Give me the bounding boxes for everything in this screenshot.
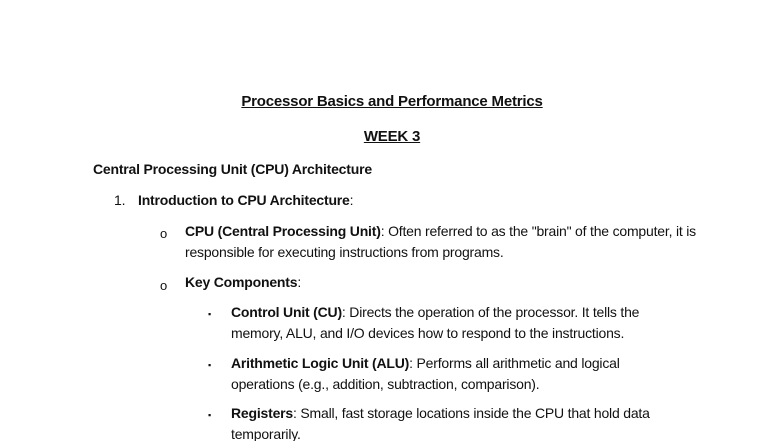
term-registers: Registers xyxy=(231,405,294,421)
list-item-alu xyxy=(231,353,681,395)
numbered-item-1 xyxy=(114,192,353,208)
list-item-control-unit xyxy=(231,302,681,344)
list-item-key-components xyxy=(185,272,705,293)
document-title: Processor Basics and Performance Metrics xyxy=(241,93,543,110)
term-alu: Arithmetic Logic Unit (ALU) xyxy=(231,355,410,371)
desc-key-components: : xyxy=(297,274,302,290)
item-label: Introduction to CPU Architecture xyxy=(138,192,350,208)
desc-registers: : Small, fast storage locations inside the CPU that hold data temporarily. xyxy=(231,405,650,441)
desc-alu: : Performs all arithmetic and logical operations (e.g., addition, subtraction, comparison). xyxy=(231,355,620,392)
square-bullet-icon: ▪ xyxy=(208,410,212,420)
square-bullet-icon: ▪ xyxy=(208,360,212,370)
list-item-registers xyxy=(231,403,681,441)
item-number: 1. xyxy=(114,192,126,208)
desc-cpu: : Often referred to as the "brain" of the computer, it is responsible for executing instructions from programs. xyxy=(185,223,696,260)
item-suffix: : xyxy=(349,192,354,208)
list-item-cpu xyxy=(185,221,705,263)
term-cpu: CPU (Central Processing Unit) xyxy=(185,223,381,239)
circle-bullet-icon: o xyxy=(160,226,168,241)
term-control-unit: Control Unit (CU) xyxy=(231,304,342,320)
term-key-components: Key Components xyxy=(185,274,298,290)
section-heading: Central Processing Unit (CPU) Architecture xyxy=(93,161,372,177)
square-bullet-icon: ▪ xyxy=(208,309,212,319)
circle-bullet-icon: o xyxy=(160,278,168,293)
week-heading: WEEK 3 xyxy=(363,128,421,145)
desc-control-unit: : Directs the operation of the processor. It tells the memory, ALU, and I/O devices how to respond to the instructions. xyxy=(231,304,640,341)
